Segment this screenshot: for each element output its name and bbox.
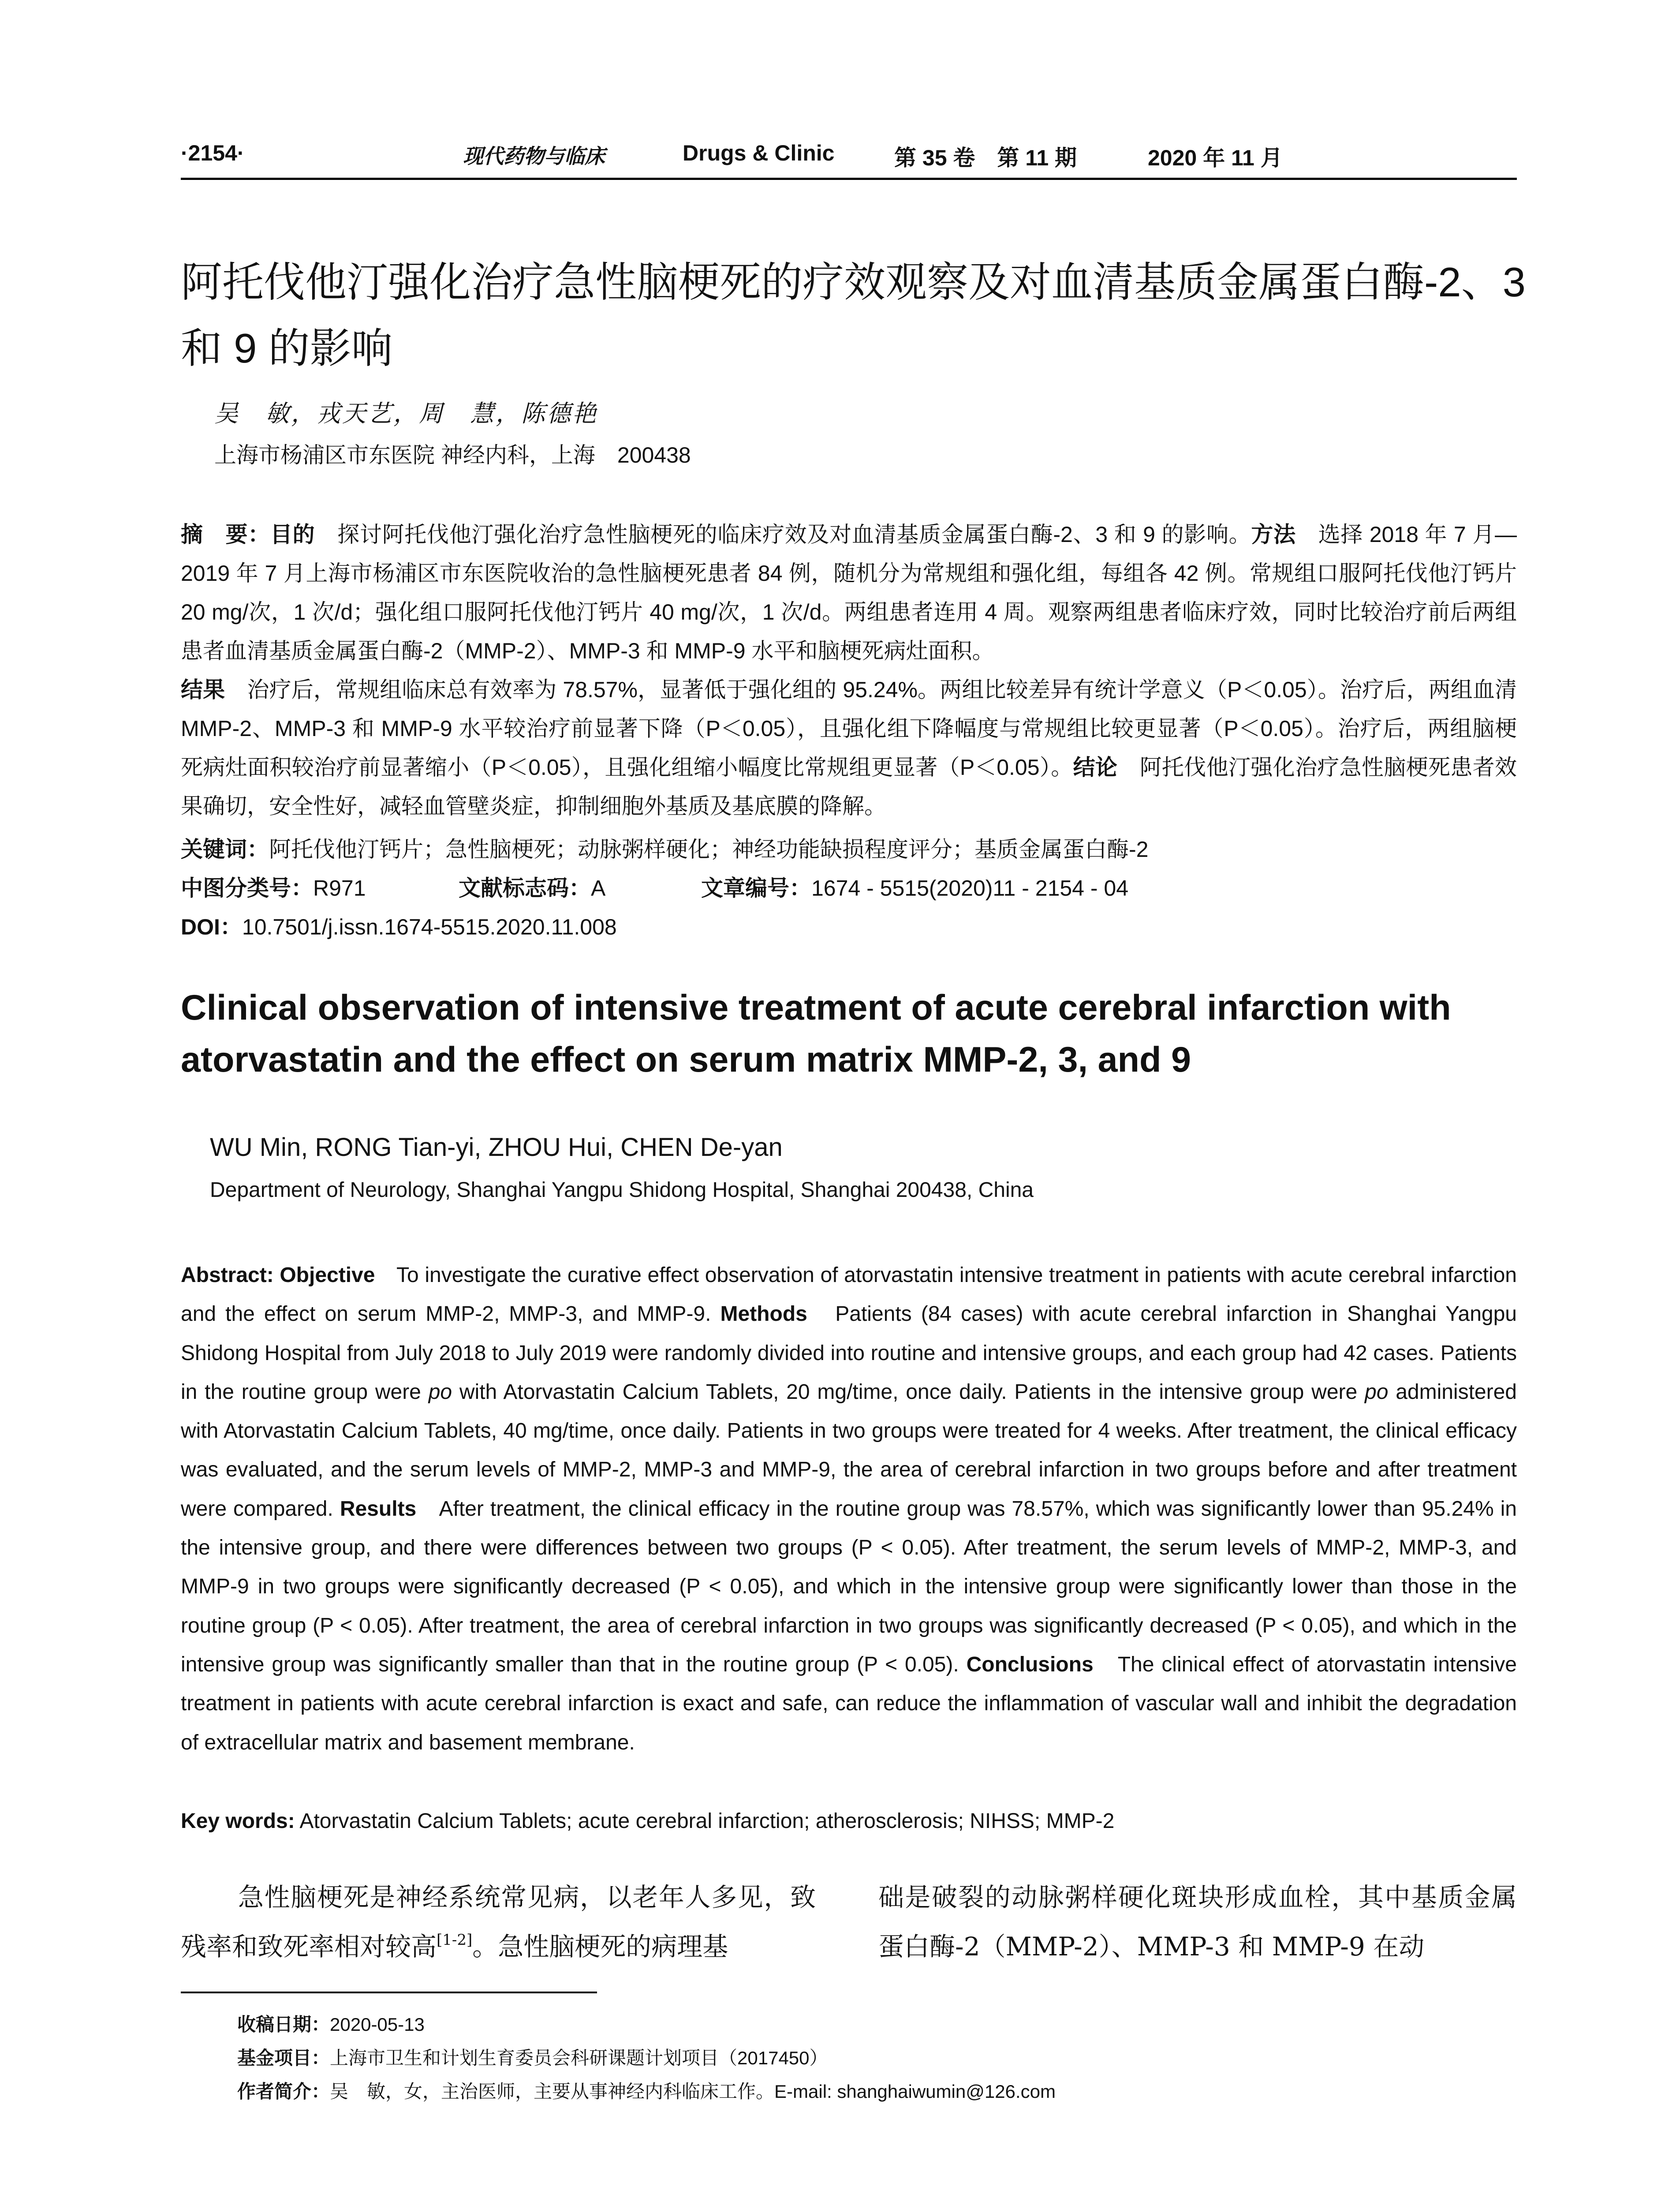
- objective-cn-text: 探讨阿托伐他汀强化治疗急性脑梗死的临床疗效及对血清基质金属蛋白酶-2、3 和 9 的影响。: [315, 522, 1251, 547]
- footnote-divider: [181, 1992, 597, 1993]
- document-code: [459, 871, 605, 902]
- body-left-text: 急性脑梗死是神经系统常见病，以老年人多见，致残率和致死率相对较高: [181, 1882, 816, 1962]
- abstract-en-label: Abstract:: [181, 1263, 274, 1287]
- results-en-text: After treatment, the clinical efficacy in the routine group was 78.57%, which was significantly lower than 95.24% in the intensive group, and there were differences between two groups (P < 0.05). After treatment, the serum levels of MMP-2, MMP-3, and MMP-9 in two groups were significantly decreased (P < 0.05), and which in the intensive group were significantly lower than those in the routine group (P < 0.05). After treatment, the area of cerebral infarction in two groups was significantly decreased (P < 0.05), and which in the intensive group was significantly smaller than that in the routine group (P < 0.05).: [181, 1497, 1517, 1676]
- doi-line: [181, 909, 617, 941]
- keywords-cn: [181, 832, 1148, 863]
- title-en-line1: Clinical observation of intensive treatment of acute cerebral infarction with: [181, 988, 1451, 1028]
- body-left-text-2: 。急性脑梗死的病理基: [472, 1932, 728, 1962]
- fund-label: 基金项目：: [237, 2048, 330, 2068]
- article-number: [701, 871, 1128, 902]
- body-column-right: 础是破裂的动脉粥样硬化斑块形成血栓，其中基质金属蛋白酶-2（MMP-2）、MMP-3 和 MMP-9 在动: [878, 1882, 1517, 1962]
- journal-name-cn: 现代药物与临床: [463, 144, 605, 168]
- citation-ref: [1-2]: [437, 1931, 473, 1949]
- keywords-en: [181, 1809, 1114, 1833]
- issue-date: 2020 年 11 月: [1148, 146, 1283, 170]
- author-bio-text: 吴 敏，女，主治医师，主要从事神经内科临床工作。E-mail: shanghaiwumin@126.com: [330, 2081, 1056, 2102]
- keywords-en-text: Atorvastatin Calcium Tablets; acute cerebral infarction; atherosclerosis; NIHSS; MMP-2: [295, 1809, 1115, 1833]
- doi-label: DOI：: [181, 915, 242, 939]
- clc-label: 中图分类号：: [181, 876, 313, 901]
- classification-line: [181, 871, 1517, 901]
- doi-value: 10.7501/j.issn.1674-5515.2020.11.008: [242, 915, 617, 939]
- abstract-cn: [181, 515, 1517, 826]
- results-en-label: Results: [340, 1497, 417, 1521]
- body-column-left: [181, 1872, 816, 1971]
- results-cn-text: 治疗后，常规组临床总有效率为 78.57%，显著低于强化组的 95.24%。两组比较差异有统计学意义（P＜0.05）。治疗后，两组血清 MMP-2、MMP-3 和 MMP-9 水平较治疗前显著下降（P＜0.05），且强化组下降幅度与常规组比较更显著（P＜0.05）。治疗后，两组脑梗死病灶面积较治疗前显著缩小（P＜0.05），且强化组缩小幅度比常规组更显著（P＜0.05）。: [181, 677, 1517, 780]
- header-divider: [181, 178, 1517, 180]
- methods-en-text-3: administered with Atorvastatin Calcium Tablets, 40 mg/time, once daily. Patients in two groups were treated for 4 weeks. After treatment, the clinical efficacy was evaluated, and the serum levels of MMP-2, MMP-3 and MMP-9, the area of cerebral infarction in two groups before and after treatment were compared.: [181, 1380, 1517, 1521]
- objective-en-text: To investigate the curative effect observation of atorvastatin intensive treatment in patients with acute cerebral infarction and the effect on serum MMP-2, MMP-3, and MMP-9.: [181, 1263, 1517, 1326]
- keywords-cn-label: 关键词：: [181, 837, 269, 862]
- doc-code-value: A: [591, 876, 606, 901]
- keywords-cn-text: 阿托伐他汀钙片；急性脑梗死；动脉粥样硬化；神经功能缺损程度评分；基质金属蛋白酶-2: [269, 837, 1149, 862]
- authors-en: WU Min, RONG Tian-yi, ZHOU Hui, CHEN De-yan: [210, 1133, 783, 1162]
- doc-code-label: 文献标志码：: [459, 876, 591, 901]
- conclusions-en-text: The clinical effect of atorvastatin intensive treatment in patients with acute cerebral infarction is exact and safe, can reduce the inflammation of vascular wall and inhibit the degradation of extracellular matrix and basement membrane.: [181, 1652, 1517, 1754]
- clc-code: [181, 871, 366, 902]
- volume-issue: 第 35 卷 第 11 期: [894, 146, 1077, 170]
- title-cn: [181, 249, 1526, 381]
- author-bio-label: 作者简介：: [237, 2081, 330, 2102]
- objective-en-label: Objective: [280, 1263, 375, 1287]
- abstract-en: [181, 1256, 1517, 1762]
- authors-cn: 吴 敏，戎天艺，周 慧，陈德艳: [214, 400, 598, 427]
- methods-cn-label: 方法: [1251, 522, 1296, 547]
- methods-en-text-2: with Atorvastatin Calcium Tablets, 20 mg/time, once daily. Patients in the intensive group were: [452, 1380, 1365, 1404]
- clc-value: R971: [313, 876, 366, 901]
- conclusions-en-label: Conclusions: [966, 1652, 1094, 1676]
- page-number: ·2154·: [181, 141, 245, 165]
- conclusions-cn-text: 阿托伐他汀强化治疗急性脑梗死患者效果确切，安全性好，减轻血管壁炎症，抑制细胞外基质及基底膜的降解。: [181, 755, 1517, 818]
- methods-en-label: Methods: [720, 1302, 807, 1326]
- keywords-en-label: Key words:: [181, 1809, 295, 1833]
- po-abbrev-1: po: [428, 1380, 452, 1404]
- running-header: [181, 140, 1517, 172]
- affiliation-cn: 上海市杨浦区市东医院 神经内科，上海 200438: [214, 443, 691, 467]
- title-en-line2: atorvastatin and the effect on serum matrix MMP-2, 3, and 9: [181, 1040, 1191, 1080]
- methods-en-text-1: Patients (84 cases) with acute cerebral infarction in Shanghai Yangpu Shidong Hospital from July 2018 to July 2019 were randomly divided into routine and intensive groups, and each group had 42 cases. Patients in the routine group were: [181, 1302, 1517, 1404]
- received-label: 收稿日期：: [237, 2014, 330, 2035]
- conclusions-cn-label: 结论: [1073, 755, 1118, 780]
- affiliation-en: Department of Neurology, Shanghai Yangpu Shidong Hospital, Shanghai 200438, China: [210, 1178, 1034, 1202]
- footnote-received: [237, 2010, 425, 2037]
- results-cn-label: 结果: [181, 677, 225, 702]
- po-abbrev-2: po: [1365, 1380, 1389, 1404]
- footnote-fund: [237, 2044, 828, 2070]
- fund-text: 上海市卫生和计划生育委员会科研课题计划项目（2017450）: [330, 2048, 828, 2068]
- abstract-cn-label: 摘 要：: [181, 522, 270, 547]
- title-cn-line2: 和 9 的影响: [181, 325, 393, 371]
- objective-cn-label: 目的: [270, 522, 315, 547]
- footnote-author: [237, 2077, 1056, 2104]
- article-no-label: 文章编号：: [701, 876, 811, 901]
- title-en: [181, 982, 1526, 1086]
- article-no-value: 1674 - 5515(2020)11 - 2154 - 04: [811, 876, 1129, 901]
- title-cn-line1: 阿托伐他汀强化治疗急性脑梗死的疗效观察及对血清基质金属蛋白酶-2、3: [181, 259, 1526, 305]
- received-date: 2020-05-13: [330, 2014, 425, 2035]
- journal-name-en: Drugs & Clinic: [683, 141, 835, 165]
- methods-cn-text: 选择 2018 年 7 月—2019 年 7 月上海市杨浦区市东医院收治的急性脑梗死患者 84 例，随机分为常规组和强化组，每组各 42 例。常规组口服阿托伐他汀钙片 20 mg/次，1 次/d；强化组口服阿托伐他汀钙片 40 mg/次，1 次/d。两组患者连用 4 周。观察两组患者临床疗效，同时比较治疗前后两组患者血清基质金属蛋白酶-2（MMP-2）、MMP-3 和 MMP-9 水平和脑梗死病灶面积。: [181, 522, 1517, 663]
